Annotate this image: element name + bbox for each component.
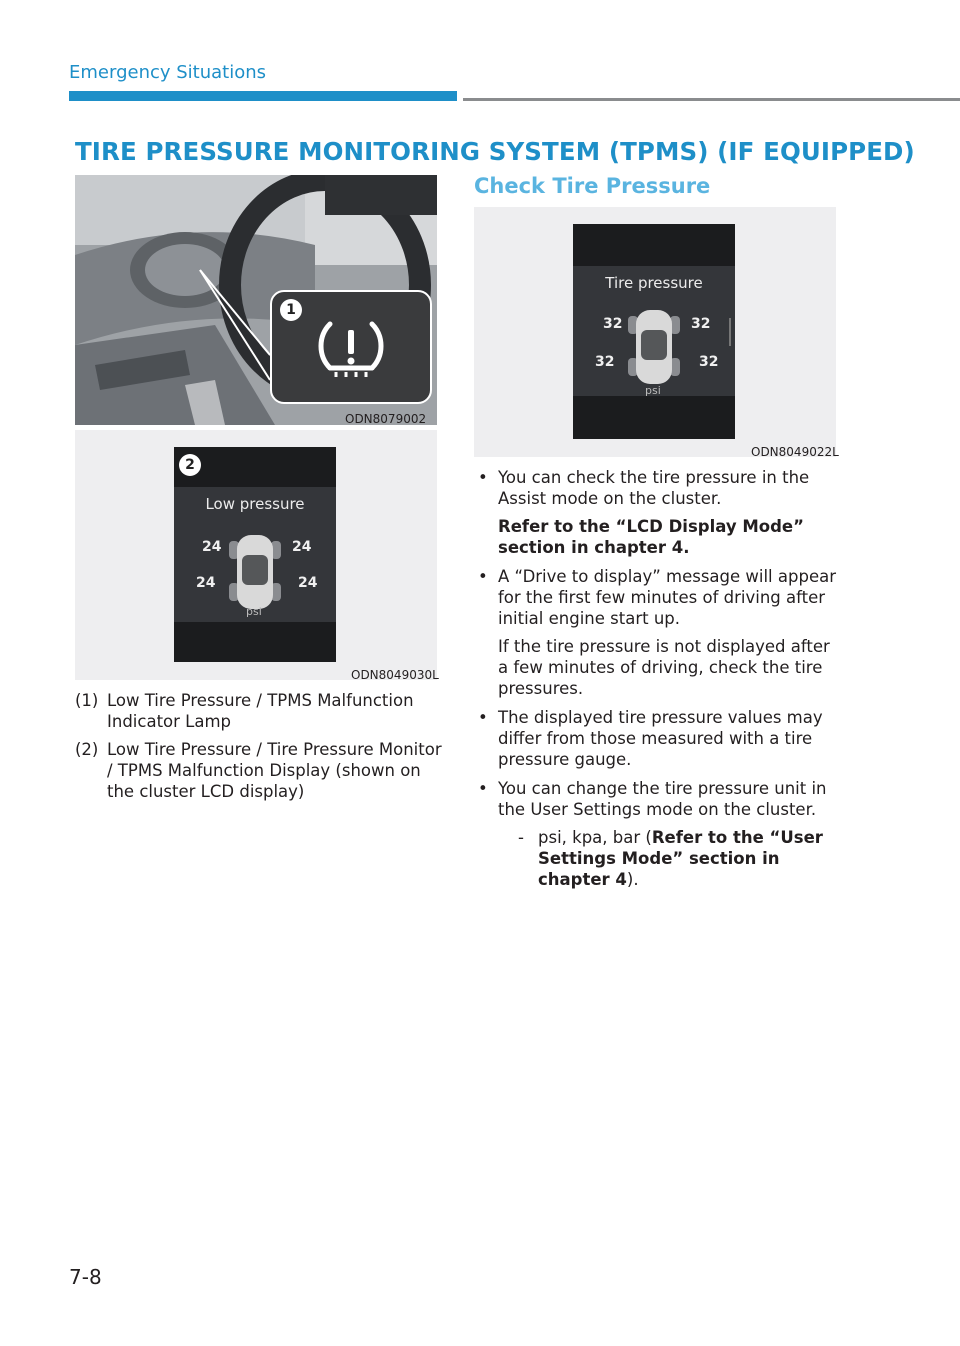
check-tire-pressure-heading: Check Tire Pressure: [474, 174, 711, 198]
dashboard-photo: [75, 175, 437, 425]
tire-value-rear-left: 32: [595, 354, 615, 370]
bullet-text: You can check the tire pressure in the Assist mode on the cluster.: [498, 468, 810, 508]
caption-1: [75, 690, 445, 732]
lcd-screen-title: Tire pressure: [605, 274, 703, 292]
caption-2: [75, 739, 445, 802]
figure-captions: [75, 690, 445, 809]
callout-badge-2: 2: [179, 454, 201, 476]
bullet-text: A “Drive to display” message will appear for the first few minutes of driving after initial engine start up.: [498, 567, 836, 628]
bullet-mark: •: [478, 468, 488, 487]
check-tire-pressure-bullets: [474, 467, 839, 898]
bullet-mark: •: [478, 779, 488, 798]
sub-reference: Refer to the “User Settings Mode” section in chapter 4: [538, 828, 823, 889]
low-pressure-figure: [75, 430, 437, 680]
sub-dash: -: [518, 828, 524, 847]
tire-value-rear-right: 24: [298, 575, 318, 591]
tire-value-front-right: 24: [292, 539, 312, 555]
header-rule-grey: [463, 98, 960, 101]
caption-text: Low Tire Pressure / Tire Pressure Monitor / TPMS Malfunction Display (shown on the cluster LCD display): [107, 740, 442, 801]
bullet-note: If the tire pressure is not displayed after a few minutes of driving, check the tire pressures.: [498, 637, 830, 698]
page-number: 7-8: [69, 1265, 102, 1289]
lcd-screen-title: Low pressure: [205, 495, 305, 513]
tpms-warning-icon: [316, 316, 386, 378]
lcd-scroll-indicator: [729, 318, 731, 346]
tire-value-front-left: 32: [603, 316, 623, 332]
sub-list-item: [518, 827, 839, 890]
caption-text: Low Tire Pressure / TPMS Malfunction Indicator Lamp: [107, 691, 414, 731]
figure-code-1: ODN8079002: [345, 412, 427, 426]
bullet-text: The displayed tire pressure values may differ from those measured with a tire pressure gauge.: [498, 708, 823, 769]
bullet-text: You can change the tire pressure unit in the User Settings mode on the cluster.: [498, 779, 827, 819]
callout-badge-1: 1: [280, 299, 302, 321]
sub-end: ).: [626, 870, 639, 889]
figure-code-2: ODN8049030L: [351, 668, 439, 682]
tire-value-front-right: 32: [691, 316, 711, 332]
tire-pressure-lcd: [573, 224, 735, 439]
bullet-mark: •: [478, 708, 488, 727]
car-top-view-icon: [626, 308, 682, 388]
caption-number: (1): [75, 691, 99, 710]
bullet-mark: •: [478, 567, 488, 586]
header-rule-blue: [69, 91, 457, 101]
indicator-inset: [270, 290, 432, 404]
page-title: TIRE PRESSURE MONITORING SYSTEM (TPMS) (IF EQUIPPED): [75, 137, 915, 166]
tire-value-rear-right: 32: [699, 354, 719, 370]
pressure-unit: psi: [645, 384, 661, 397]
bullet-item: [474, 467, 839, 558]
sub-text: psi, kpa, bar (: [538, 828, 652, 847]
figure-code-3: ODN8049022L: [751, 445, 839, 459]
pressure-unit: psi: [246, 605, 262, 618]
caption-number: (2): [75, 740, 99, 759]
bullet-item: [474, 778, 839, 890]
tire-pressure-figure: [474, 207, 836, 457]
section-label: Emergency Situations: [69, 62, 267, 83]
low-pressure-lcd: [174, 447, 336, 662]
bullet-item: [474, 566, 839, 699]
bullet-reference: Refer to the “LCD Display Mode” section in chapter 4.: [498, 517, 804, 557]
bullet-item: [474, 707, 839, 770]
tire-value-rear-left: 24: [196, 575, 216, 591]
tire-value-front-left: 24: [202, 539, 222, 555]
car-top-view-icon: [227, 533, 283, 613]
